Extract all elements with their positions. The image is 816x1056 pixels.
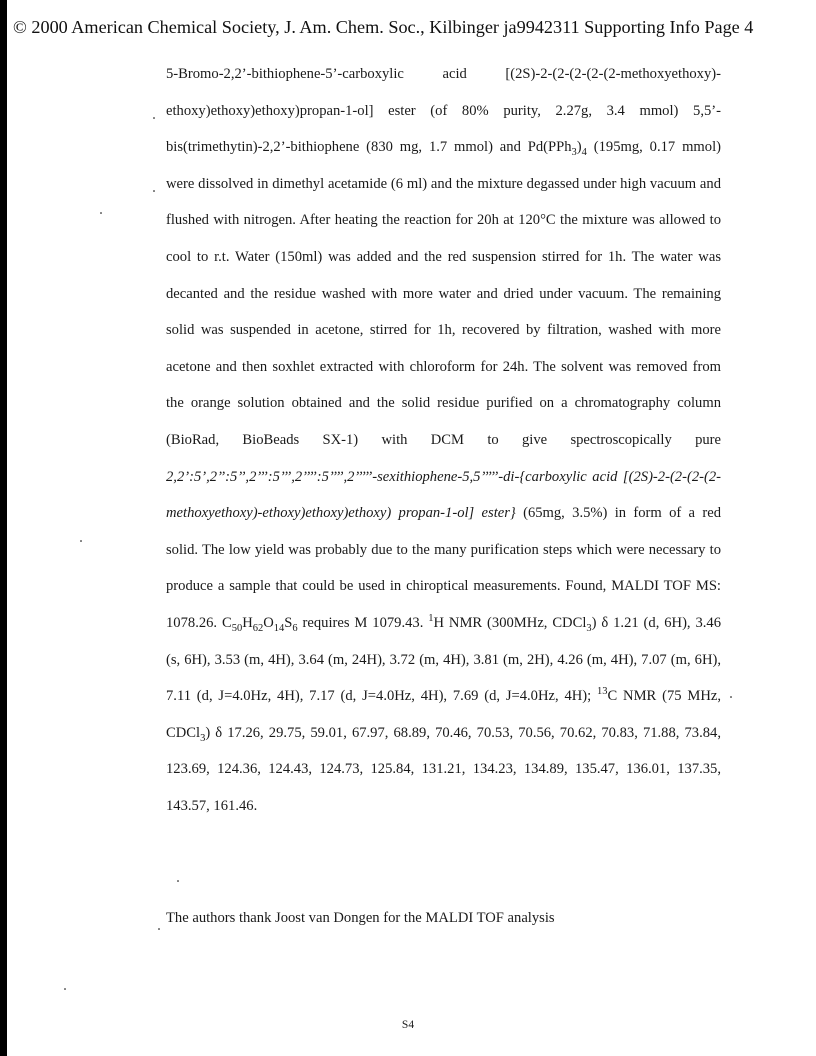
scan-speck [153,117,155,119]
text-run: O [263,614,274,631]
scan-speck [158,928,160,930]
synthesis-paragraph [166,56,721,824]
text-run: ) [576,139,582,156]
scan-speck [64,988,66,990]
header-text: 2000 American Chemical Society, J. Am. Chem. Soc., Kilbinger ja9942311 Supporting Info Page 4 [31,17,754,37]
subscript: 3 [586,622,592,634]
text-run: H NMR (300MHz, CDCl [433,614,587,631]
scan-speck [80,540,82,542]
text-run: (65mg, 3.5%) in form of a red solid. The low yield was probably due to the many purification steps which were necessary to produce a sample that could be used in chiroptical measurements. Found, MALDI TOF MS: 1078.26. C [166,505,721,631]
text-run: 5-Bromo-2,2’-bithiophene-5’-carboxylic acid [(2S)-2-(2-(2-(2-(2-methoxyethoxy)-ethoxy)ethoxy)ethoxy)propan-1-ol] ester (of 80% purity, 2.27g, 3.4 mmol) 5,5’-bis(trimethytin)-2,2’-bithiophene (830 mg, 1.7 mmol) and Pd(PPh [166,66,721,156]
page-number: S4 [401,1019,415,1031]
page-header [13,16,813,38]
subscript: 3 [200,732,206,744]
superscript: 13 [597,686,608,698]
text-run: (195mg, 0.17 mmol) were dissolved in dimethyl acetamide (6 ml) and the mixture degassed under high vacuum and flushed with nitrogen. After heating the reaction for 20h at 120°C the mixture was allowed to cool to r.t. Water (150ml) was added and the red suspension stirred for 1h. The water was decanted and the residue washed with more water and dried under vacuum. The remaining solid was suspended in acetone, stirred for 1h, recovered by filtration, washed with more acetone and then soxhlet extracted with chloroform for 24h. The solvent was removed from the orange solution obtained and the solid residue purified on a chromatography column (BioRad, BioBeads SX-1) with DCM to give spectroscopically pure [166,139,721,448]
scan-edge-bar [0,0,7,1056]
scan-speck [153,190,155,192]
text-run: C NMR (75 MHz, CDCl [166,688,721,741]
subscript: 4 [581,147,587,159]
compound-name: 2,2’:5’,2’’:5’’,2’’’:5’’’,2’’’’:5’’’’,2’’’’’-sexithiophene-5,5’’’’’-di-{carboxylic acid [(2S)-2-(2-(2-(2-methoxyethoxy)-ethoxy)ethoxy)ethoxy) propan-1-ol] ester} [166,468,721,522]
subscript: 62 [252,622,264,634]
text-run: H [242,614,253,631]
text-run: ) δ 1.21 (d, 6H), 3.46 (s, 6H), 3.53 (m, 4H), 3.64 (m, 24H), 3.72 (m, 4H), 3.81 (m, 2H), 4.26 (m, 4H), 7.07 (m, 6H), 7.11 (d, J=4.0Hz, 4H), 7.17 (d, J=4.0Hz, 4H), 7.69 (d, J=4.0Hz, 4H); [166,614,722,705]
text-run: requires M 1079.43. [297,614,429,631]
scan-speck [730,696,732,698]
scan-speck [100,212,102,214]
acknowledgement: The authors thank Joost van Dongen for the MALDI TOF analysis [166,910,555,926]
subscript: 14 [273,622,285,634]
subscript: 50 [231,622,243,634]
copyright-symbol: © [13,17,27,37]
text-run: S [284,614,293,631]
text-run: ) δ 17.26, 29.75, 59.01, 67.97, 68.89, 70.46, 70.53, 70.56, 70.62, 70.83, 71.88, 73.84, 123.69, 124.36, 124.43, 124.73, 125.84, 131.21, 134.23, 134.89, 135.47, 136.01, 137.35, 143.57, 161.46. [166,724,721,814]
scan-speck [177,880,179,882]
subscript: 3 [571,147,577,159]
subscript: 6 [292,622,298,634]
superscript: 1 [428,613,434,625]
